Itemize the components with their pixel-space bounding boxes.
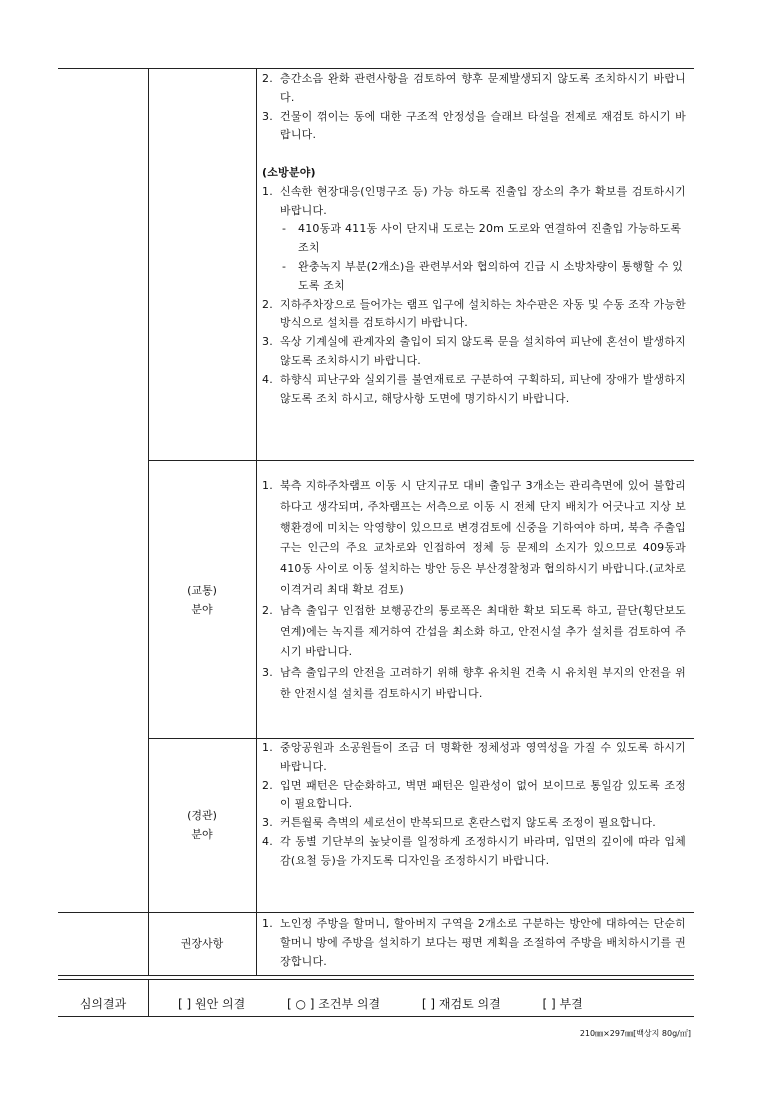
item-number: 4.	[262, 372, 273, 386]
block-structure-fire	[262, 70, 686, 408]
recommend-label: 권장사항	[180, 937, 224, 950]
fire-sub-2	[262, 258, 686, 296]
result-options	[178, 995, 621, 1012]
item-text: 중앙공원과 소공원들이 조금 더 명확한 정체성과 영역성을 가질 수 있도록 하시기 바랍니다.	[280, 741, 686, 773]
paper-spec: 210㎜×297㎜[백상지 80g/㎡]	[579, 1029, 691, 1038]
fire-heading: (소방분야)	[262, 165, 316, 179]
landscape-item-1	[262, 739, 686, 777]
item-number: 2.	[262, 72, 273, 85]
sub-dash: -	[282, 259, 287, 273]
traffic-item-2	[262, 601, 686, 663]
fire-item-2	[262, 296, 686, 334]
recommend-item-1	[262, 915, 686, 971]
col-divider-2	[256, 68, 257, 975]
item-number: 1.	[262, 479, 273, 492]
table-double-line-1	[58, 975, 694, 976]
item-number: 2.	[262, 297, 273, 311]
item-text: 층간소음 완화 관련사항을 검토하여 향후 문제발생되지 않도록 조치하시기 바랍니다.	[280, 72, 686, 104]
result-label: 심의결과	[79, 997, 127, 1011]
item-text: 각 동별 기단부의 높낮이를 일정하게 조정하시기 바라며, 입면의 깊이에 따라 입체감(요철 등)을 가지도록 디자인을 조정하시기 바랍니다.	[280, 834, 686, 867]
item-text: 지하주차장으로 들어가는 램프 입구에 설치하는 차수판은 자동 및 수동 조작 가능한 방식으로 설치를 검토하시기 바랍니다.	[280, 297, 686, 330]
item-text: 건물이 꺾이는 동에 대한 구조적 안정성을 슬래브 타설을 전제로 재검토 하시기 바랍니다.	[280, 109, 686, 142]
row-divider-recommend	[58, 912, 694, 913]
option-original[interactable]: [ ] 원안 의결	[178, 997, 246, 1011]
result-bottom-line	[58, 1016, 694, 1017]
landscape-item-2	[262, 777, 686, 815]
landscape-label-line2: 분야	[191, 828, 213, 841]
item-text: 커튼월룩 측벽의 세로선이 반복되므로 혼란스럽지 않도록 조정이 필요합니다.	[280, 816, 657, 830]
landscape-label	[148, 806, 256, 844]
block-recommend	[262, 915, 686, 971]
item-number: 3.	[262, 109, 273, 123]
item-number: 3.	[262, 335, 273, 349]
item-text: 옥상 기계실에 관계자외 출입이 되지 않도록 문을 설치하여 피난에 혼선이 발생하지 않도록 조치하시기 바랍니다.	[280, 335, 686, 367]
item-number: 3.	[262, 666, 273, 680]
sub-text: 완충녹지 부분(2개소)을 관련부서와 협의하여 긴급 시 소방차량이 통행할 수 있도록 조치	[298, 259, 684, 292]
item-text: 남측 출입구 인접한 보행공간의 통로폭은 최대한 확보 되도록 하고, 끝단(횡단보도 연계)에는 녹지를 제거하여 간섭을 최소화 하고, 안전시설 추가 설치를 검토하여 주시기 바랍니다.	[280, 603, 686, 659]
block-traffic	[262, 476, 686, 705]
item-number: 1.	[262, 184, 273, 198]
result-divider	[148, 980, 149, 1016]
traffic-label-line2: 분야	[191, 603, 213, 616]
spacer	[262, 145, 686, 164]
item-text: 남측 출입구의 안전을 고려하기 위해 향후 유치원 건축 시 유치원 부지의 안전을 위한 안전시설 설치를 검토하시기 바랍니다.	[280, 666, 686, 700]
item-number: 2.	[262, 603, 273, 617]
item-number: 1.	[262, 917, 273, 930]
landscape-item-3	[262, 814, 686, 833]
item-number: 3.	[262, 816, 273, 830]
item-number: 1.	[262, 741, 273, 754]
sub-dash: -	[282, 222, 287, 236]
traffic-label-line1: (교통)	[187, 584, 217, 597]
option-review[interactable]: [ ] 재검토 의결	[421, 997, 501, 1011]
fire-item-1	[262, 183, 686, 221]
structure-item-2	[262, 70, 686, 108]
item-text: 신속한 현장대응(인명구조 등) 가능 하도록 진출입 장소의 추가 확보를 검토하시기 바랍니다.	[280, 184, 686, 217]
landscape-item-4	[262, 833, 686, 871]
fire-item-3	[262, 333, 686, 371]
traffic-item-1	[262, 476, 686, 601]
traffic-item-3	[262, 663, 686, 705]
fire-item-4	[262, 371, 686, 409]
item-text: 노인정 주방을 할머니, 할아버지 구역을 2개소로 구분하는 방안에 대하여는 단순히 할머니 방에 주방을 설치하기 보다는 평면 계획을 조절하여 주방을 배치하시기를 권장합니다.	[280, 917, 686, 968]
sub-text: 410동과 411동 사이 단지내 도로는 20m 도로와 연결하여 진출입 가능하도록 조치	[298, 222, 682, 255]
row-divider-traffic	[148, 460, 694, 461]
item-number: 4.	[262, 834, 273, 848]
traffic-label	[148, 581, 256, 619]
structure-item-3	[262, 108, 686, 146]
table-top-border	[58, 68, 694, 69]
fire-sub-1	[262, 220, 686, 258]
block-landscape	[262, 739, 686, 871]
landscape-label-line1: (경관)	[187, 809, 217, 822]
option-reject[interactable]: [ ] 부결	[542, 997, 583, 1011]
item-text: 하향식 피난구와 실외기를 불연재료로 구분하여 구획하되, 피난에 장애가 발생하지 않도록 조치 하시고, 해당사항 도면에 명기하시기 바랍니다.	[280, 372, 686, 405]
item-text: 입면 패턴은 단순화하고, 벽면 패턴은 일관성이 없어 보이므로 통일감 있도록 조정이 필요합니다.	[280, 778, 686, 811]
item-number: 2.	[262, 778, 273, 792]
item-text: 북측 지하주차램프 이동 시 단지규모 대비 출입구 3개소는 관리측면에 있어 불합리하다고 생각되며, 주차램프는 서측으로 이동 시 전체 단지 배치가 어긋나고 지상 보행환경에 미치는 악영향이 있으므로 변경검토에 신중을 기하여야 하며, 북측 주출입구는 인근의 주요 교차로와 인접하여 정체 등 문제의 소지가 있으므로 409동과 410동 사이로 이동 설치하는 방안 등은 부산경찰청과 협의하시기 바랍니다.(교차로 이격거리 최대 확보 검토)	[280, 479, 686, 596]
option-conditional[interactable]: [ ○ ] 조건부 의결	[287, 997, 381, 1011]
table-double-line-2	[58, 979, 694, 980]
